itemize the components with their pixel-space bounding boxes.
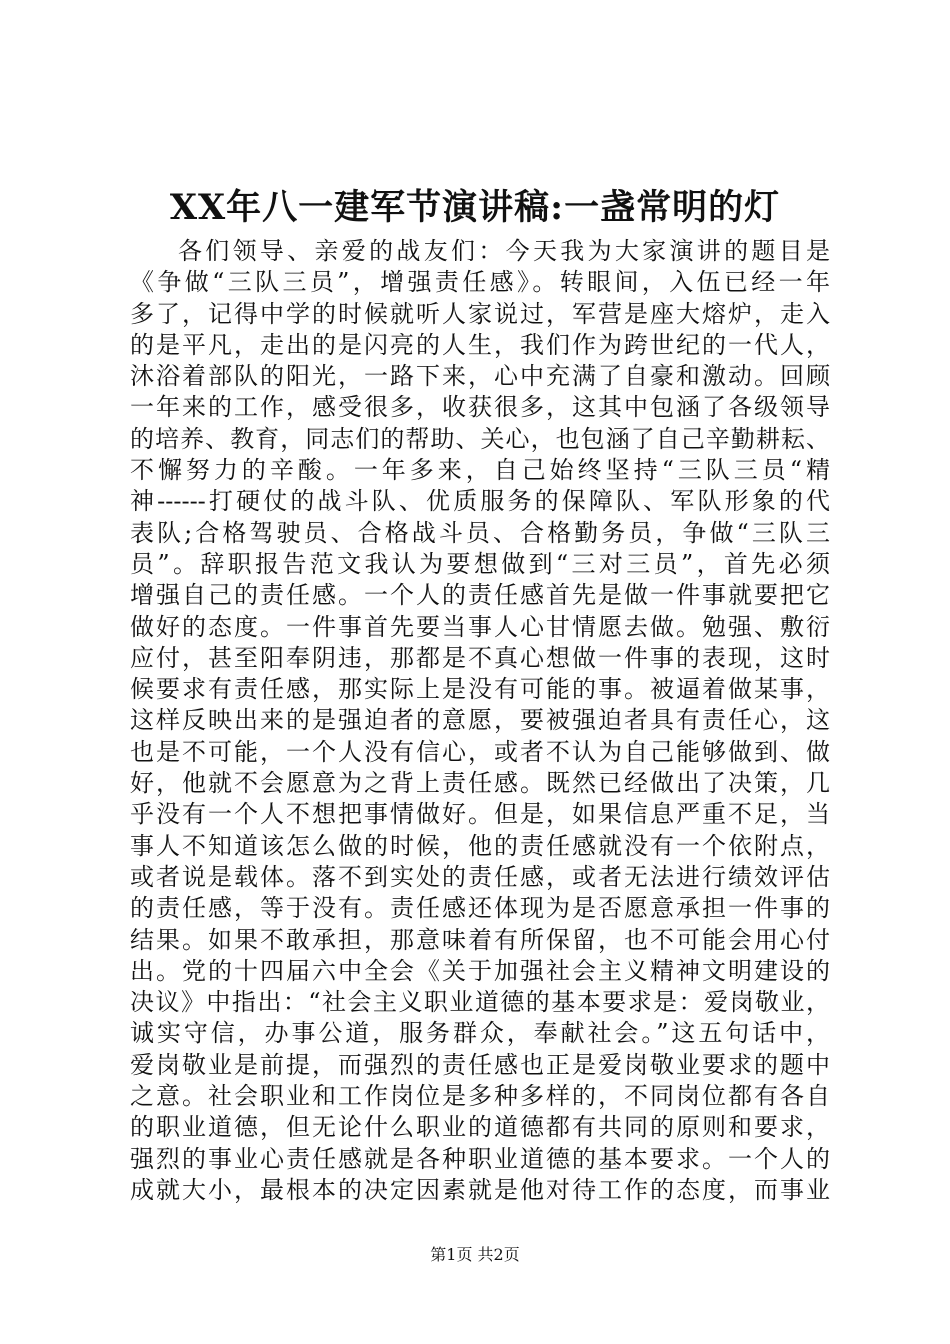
body-line: 结果。如果不敢承担，那意味着有所保留，也不可能会用心付 [130,925,830,954]
body-line: 一年来的工作，感受很多，收获很多，这其中包涵了各级领导 [130,393,830,422]
page-footer: 第1页 共2页 [430,1245,520,1264]
body-line: 爱岗敬业是前提，而强烈的责任感也正是爱岗敬业要求的题中 [130,1050,830,1079]
document-title: XX年八一建军节演讲稿:一盏常明的灯 [169,187,781,228]
body-line: 增强自己的责任感。一个人的责任感首先是做一件事就要把它 [130,581,830,610]
body-line: 《争做“三队三员”，增强责任感》。转眼间，入伍已经一年 [130,268,830,297]
body-line: 强烈的事业心责任感就是各种职业道德的基本要求。一个人的 [130,1144,830,1173]
body-line: 的职业道德，但无论什么职业的道德都有共同的原则和要求， [130,1113,830,1142]
body-line: 员”。辞职报告范文我认为要想做到“三对三员”，首先必须 [130,549,830,578]
body-line: 神------打硬仗的战斗队、优质服务的保障队、军队形象的代 [130,487,830,516]
body-line: 之意。社会职业和工作岗位是多种多样的，不同岗位都有各自 [130,1082,830,1111]
body-line: 这样反映出来的是强迫者的意愿，要被强迫者具有责任心，这 [130,706,830,735]
body-line: 表队;合格驾驶员、合格战斗员、合格勤务员，争做“三队三 [130,518,830,547]
body-line: 做好的态度。一件事首先要当事人心甘情愿去做。勉强、敷衍 [130,612,830,641]
body-line: 候要求有责任感，那实际上是没有可能的事。被逼着做某事， [130,675,830,704]
body-line: 出。党的十四届六中全会《关于加强社会主义精神文明建设的 [130,956,830,985]
body-line: 或者说是载体。落不到实处的责任感，或者无法进行绩效评估 [130,862,830,891]
body-line: 乎没有一个人不想把事情做好。但是，如果信息严重不足，当 [130,800,830,829]
body-line: 各们领导、亲爱的战友们：今天我为大家演讲的题目是 [178,237,830,265]
body-line: 也是不可能，一个人没有信心，或者不认为自己能够做到、做 [130,737,830,766]
document-body [130,236,830,1206]
body-line: 诚实守信，办事公道，服务群众，奉献社会。”这五句话中， [130,1019,830,1048]
body-line: 应付，甚至阳奉阴违，那都是不真心想做一件事的表现，这时 [130,643,830,672]
body-line: 多了，记得中学的时候就听人家说过，军营是座大熔炉，走入 [130,299,830,328]
body-line: 好，他就不会愿意为之背上责任感。既然已经做出了决策，几 [130,769,830,798]
body-line: 决议》中指出：“社会主义职业道德的基本要求是：爱岗敬业， [130,988,830,1017]
body-line: 沐浴着部队的阳光，一路下来，心中充满了自豪和激动。回顾 [130,362,830,391]
body-line: 事人不知道该怎么做的时候，他的责任感就没有一个依附点， [130,831,830,860]
body-line: 成就大小，最根本的决定因素就是他对待工作的态度，而事业 [130,1175,830,1204]
body-line: 的培养、教育，同志们的帮助、关心，也包涵了自己辛勤耕耘、 [130,424,830,453]
body-line: 不懈努力的辛酸。一年多来，自己始终坚持“三队三员“精 [130,456,830,485]
body-line: 的是平凡，走出的是闪亮的人生，我们作为跨世纪的一代人， [130,330,830,359]
body-line: 的责任感，等于没有。责任感还体现为是否愿意承担一件事的 [130,894,830,923]
